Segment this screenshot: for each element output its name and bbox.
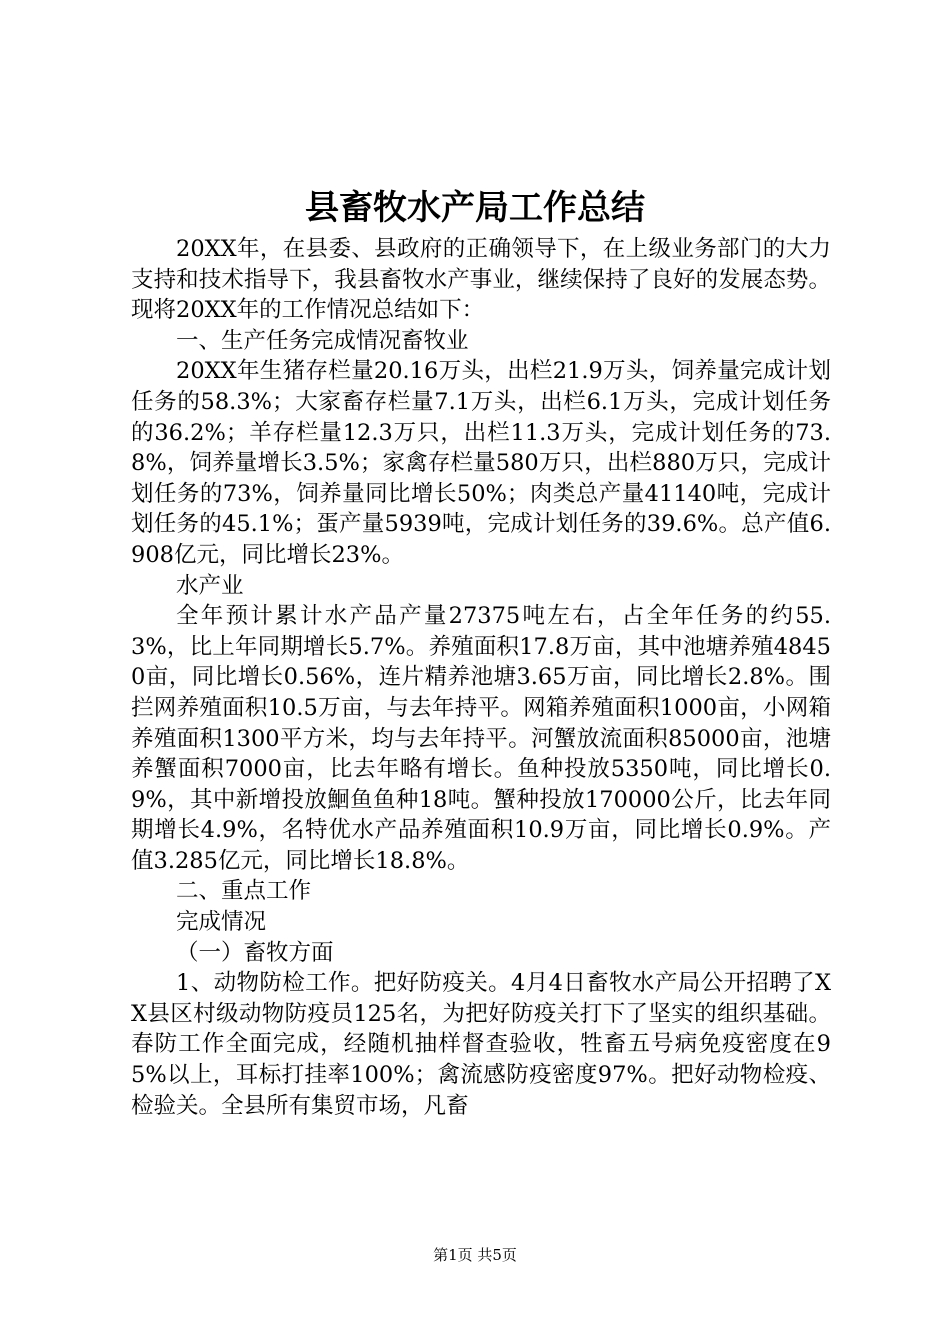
livestock-paragraph: 20XX年生猪存栏量20.16万头，出栏21.9万头，饲养量完成计划任务的58.3%；大家畜存栏量7.1万头，出栏6.1万头，完成计划任务的36.2%；羊存栏量12.3万只，出栏11.3万头，完成计划任务的73.8%，饲养量增长3.5%；家禽存栏量580万只，出栏880万只，完成计划任务的73%，饲养量同比增长50%；肉类总产量41140吨，完成计划任务的45.1%；蛋产量5939吨，完成计划任务的39.6%。总产值6.908亿元，同比增长23%。 (131, 358, 831, 568)
intro-paragraph: 20XX年，在县委、县政府的正确领导下，在上级业务部门的大力支持和技术指导下，我县畜牧水产事业，继续保持了良好的发展态势。现将20XX年的工作情况总结如下： (131, 236, 831, 324)
section-heading-production: 一、生产任务完成情况畜牧业 (176, 327, 469, 354)
document-title: 县畜牧水产局工作总结 (305, 188, 645, 228)
document-body (131, 234, 831, 1121)
page-footer: 第1页 共5页 (433, 1246, 517, 1264)
aquaculture-paragraph: 全年预计累计水产品产量27375吨左右，占全年任务的约55.3%，比上年同期增长5.7%。养殖面积17.8万亩，其中池塘养殖48450亩，同比增长0.56%，连片精养池塘3.65万亩，同比增长2.8%。围拦网养殖面积10.5万亩，与去年持平。网箱养殖面积1000亩，小网箱养殖面积1300平方米，均与去年持平。河蟹放流面积85000亩，池塘养蟹面积7000亩，比去年略有增长。鱼种投放5350吨，同比增长0.9%，其中新增投放鮰鱼鱼种18吨。蟹种投放170000公斤，比去年同期增长4.9%，名特优水产品养殖面积10.9万亩，同比增长0.9%。产值3.285亿元，同比增长18.8%。 (131, 603, 831, 874)
section-heading-completion: 完成情况 (176, 909, 267, 936)
subsection-heading-livestock: （一）畜牧方面 (176, 939, 334, 966)
epidemic-prevention-paragraph: 1、动物防检工作。把好防疫关。4月4日畜牧水产局公开招聘了XX县区村级动物防疫员125名，为把好防疫关打下了坚实的组织基础。春防工作全面完成，经随机抽样督查验收，牲畜五号病免疫密度在95%以上，耳标打挂率100%；禽流感防疫密度97%。把好动物检疫、检验关。全县所有集贸市场，凡畜 (131, 970, 831, 1119)
section-heading-key-work: 二、重点工作 (176, 878, 312, 905)
subsection-heading-aquaculture: 水产业 (176, 572, 244, 599)
